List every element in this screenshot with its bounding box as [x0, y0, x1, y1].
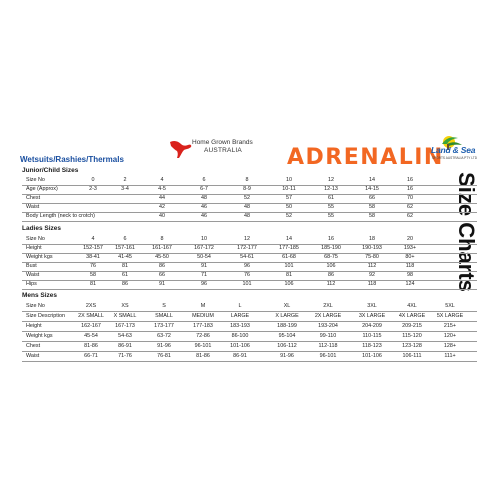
table-cell: 172-177	[237, 245, 257, 251]
land-and-sea-subtext: SPORTS AUSTRALIA PTY LTD	[432, 156, 477, 160]
table-cell: 96	[244, 263, 250, 269]
table-cell: 4	[160, 177, 164, 183]
table-cell: 5X LARGE	[436, 313, 464, 319]
table-cell: 62	[407, 204, 413, 210]
table-cell: 54-63	[118, 333, 132, 339]
table-row	[22, 342, 477, 352]
table-cell: XS	[121, 303, 129, 309]
table-cell: 71-76	[118, 353, 132, 359]
row-label: Chest	[26, 343, 41, 349]
table-cell: 161-167	[152, 245, 172, 251]
row-label: Waist	[26, 204, 40, 210]
table-cell: 4-5	[158, 186, 166, 192]
table-cell: 2X SMALL	[78, 313, 104, 319]
table-cell: 18	[369, 236, 375, 242]
table-cell: 16	[407, 177, 413, 183]
row-label: Age (Approx)	[26, 186, 58, 192]
table-cell: 3-4	[121, 186, 129, 192]
table-cell: 16	[407, 186, 413, 192]
table-cell: 76	[90, 263, 96, 269]
table-cell: 106-112	[277, 343, 297, 349]
table-row	[22, 322, 477, 332]
table-cell: 101	[242, 281, 252, 287]
table-cell: 71	[201, 272, 207, 278]
size-charts-title: Size Charts	[454, 172, 479, 292]
table-cell: 112	[326, 281, 336, 287]
table-cell: XL	[283, 303, 291, 309]
table-cell: 58	[90, 272, 96, 278]
home-grown-brands-text: Home Grown Brands	[192, 139, 253, 146]
land-and-sea-text: Land & Sea	[431, 145, 476, 155]
table-cell: 50-54	[197, 254, 211, 260]
table-cell: 98	[407, 272, 413, 278]
table-cell: 190-193	[362, 245, 382, 251]
table-cell: 81	[286, 272, 292, 278]
table-cell: 209-215	[402, 323, 422, 329]
table-cell: 55	[328, 213, 334, 219]
table-cell: 162-167	[81, 323, 101, 329]
table-cell: 63-72	[157, 333, 171, 339]
table-cell: 14	[369, 177, 375, 183]
table-cell: 76	[244, 272, 250, 278]
table-cell: 118	[405, 263, 415, 269]
table-cell: 3XL	[367, 303, 377, 309]
table-cell: 152-157	[83, 245, 103, 251]
table-cell: 177-183	[193, 323, 213, 329]
table-cell: 157-161	[115, 245, 135, 251]
table-cell: L	[238, 303, 242, 309]
table-cell: 54-61	[240, 254, 254, 260]
table-cell: 58	[369, 204, 375, 210]
table-cell: 58	[369, 213, 375, 219]
table-cell: 91-96	[157, 343, 171, 349]
table-cell: 123-128	[402, 343, 422, 349]
row-label: Chest	[26, 195, 41, 201]
table-cell: 185-190	[321, 245, 341, 251]
table-cell: 4X LARGE	[398, 313, 426, 319]
table-cell: 72-86	[196, 333, 210, 339]
row-label: Size No	[26, 236, 45, 242]
table-row	[22, 312, 477, 322]
table-cell: 61	[122, 272, 128, 278]
table-cell: 61	[328, 195, 334, 201]
table-row	[22, 302, 477, 312]
table-cell: S	[162, 303, 166, 309]
table-cell: 101	[284, 263, 294, 269]
table-cell: LARGE	[230, 313, 250, 319]
table-cell: 118-123	[362, 343, 382, 349]
section-title: Ladies Sizes	[22, 225, 62, 232]
table-cell: 66-71	[84, 353, 98, 359]
table-cell: 6	[123, 236, 127, 242]
row-label: Height	[26, 323, 42, 329]
section-title: Junior/Child Sizes	[22, 167, 79, 174]
table-cell: X SMALL	[113, 313, 137, 319]
table-cell: 215+	[443, 323, 457, 329]
table-cell: 50	[286, 204, 292, 210]
table-cell: 48	[244, 204, 250, 210]
table-cell: 66	[159, 272, 165, 278]
table-cell: 75-80	[365, 254, 379, 260]
table-cell: 70	[407, 195, 413, 201]
table-cell: 81	[90, 281, 96, 287]
table-cell: 2XS	[85, 303, 97, 309]
table-cell: 20	[407, 236, 413, 242]
table-cell: 68-75	[324, 254, 338, 260]
table-cell: 5XL	[445, 303, 455, 309]
table-cell: 46	[201, 213, 207, 219]
table-cell: 76-81	[157, 353, 171, 359]
table-cell: 92	[369, 272, 375, 278]
table-cell: 81	[122, 263, 128, 269]
row-label: Waist	[26, 353, 40, 359]
land-and-sea-logo	[428, 135, 477, 165]
table-cell: 55	[328, 204, 334, 210]
table-cell: 91-96	[280, 353, 294, 359]
table-cell: 80+	[405, 254, 415, 260]
table-cell: 6	[202, 177, 206, 183]
row-label: Body Length (neck to crotch)	[26, 213, 95, 219]
table-cell: 128+	[443, 343, 457, 349]
table-cell: 57	[286, 195, 292, 201]
table-cell: 204-209	[362, 323, 382, 329]
table-cell: 124	[405, 281, 415, 287]
table-cell: 81-86	[196, 353, 210, 359]
table-cell: 4	[91, 236, 95, 242]
table-cell: 86	[328, 272, 334, 278]
row-label: Size No	[26, 303, 45, 309]
table-cell: 112-118	[318, 343, 338, 349]
table-cell: 48	[201, 195, 207, 201]
table-cell: 10	[201, 236, 207, 242]
table-cell: 106-111	[402, 353, 422, 359]
table-row	[22, 352, 477, 362]
table-cell: 12	[244, 236, 250, 242]
table-cell: 95-104	[278, 333, 296, 339]
table-row	[22, 212, 477, 222]
table-cell: 86-100	[231, 333, 249, 339]
table-cell: 106	[326, 263, 336, 269]
row-label: Bust	[26, 263, 37, 269]
table-cell: 45-54	[84, 333, 98, 339]
table-cell: 12-13	[324, 186, 338, 192]
table-cell: 6-7	[200, 186, 208, 192]
table-cell: 10	[286, 177, 292, 183]
table-cell: 86	[122, 281, 128, 287]
table-cell: 112	[367, 263, 377, 269]
table-cell: 2	[123, 177, 127, 183]
row-label: Weight kgs	[26, 254, 53, 260]
table-cell: 91	[201, 263, 207, 269]
table-cell: 110-115	[362, 333, 382, 339]
kangaroo-icon	[168, 138, 194, 160]
table-cell: 8	[245, 177, 249, 183]
table-cell: 2-3	[89, 186, 97, 192]
table-cell: 4XL	[407, 303, 417, 309]
table-cell: 101-106	[230, 343, 250, 349]
table-cell: 66	[369, 195, 375, 201]
table-cell: 2X LARGE	[314, 313, 342, 319]
row-label: Height	[26, 245, 42, 251]
table-cell: 62	[407, 213, 413, 219]
table-cell: 16	[328, 236, 334, 242]
table-cell: 86	[159, 263, 165, 269]
table-cell: 2XL	[323, 303, 333, 309]
table-cell: 81-86	[84, 343, 98, 349]
table-cell: 177-185	[279, 245, 299, 251]
australia-text: AUSTRALIA	[204, 147, 242, 154]
table-cell: 3X LARGE	[358, 313, 386, 319]
table-row	[22, 332, 477, 342]
table-cell: 61-68	[282, 254, 296, 260]
row-label: Size Description	[26, 313, 65, 319]
section-title: Mens Sizes	[22, 292, 58, 299]
table-cell: 14-15	[365, 186, 379, 192]
table-cell: 96	[201, 281, 207, 287]
table-cell: 86-91	[118, 343, 132, 349]
table-cell: 96-101	[319, 353, 337, 359]
table-cell: 38-41	[86, 254, 100, 260]
table-cell: 8-9	[243, 186, 251, 192]
table-cell: 52	[244, 195, 250, 201]
table-cell: 188-199	[277, 323, 297, 329]
table-cell: 111+	[444, 353, 456, 359]
table-row	[22, 280, 477, 290]
table-cell: 106	[284, 281, 294, 287]
table-cell: 91	[159, 281, 165, 287]
table-cell: 45-50	[155, 254, 169, 260]
table-cell: 44	[159, 195, 165, 201]
table-cell: 167-172	[194, 245, 214, 251]
table-cell: 52	[286, 213, 292, 219]
table-cell: 8	[160, 236, 164, 242]
table-cell: 99-110	[319, 333, 337, 339]
table-cell: X LARGE	[275, 313, 299, 319]
product-category-title: Wetsuits/Rashies/Thermals	[20, 155, 124, 164]
table-cell: M	[200, 303, 206, 309]
table-cell: MEDIUM	[192, 313, 214, 319]
table-cell: 115-120	[402, 333, 422, 339]
row-label: Waist	[26, 272, 40, 278]
table-cell: 42	[159, 204, 165, 210]
table-cell: 167-173	[115, 323, 135, 329]
row-label: Hips	[26, 281, 37, 287]
table-cell: 14	[286, 236, 292, 242]
table-cell: 10-11	[282, 186, 296, 192]
table-cell: 183-193	[230, 323, 250, 329]
row-label: Size No	[26, 177, 45, 183]
table-cell: 12	[328, 177, 334, 183]
table-cell: 193-204	[318, 323, 338, 329]
row-label: Weight kgs	[26, 333, 53, 339]
adrenalin-logo: ADRENALIN	[287, 145, 444, 170]
table-cell: 40	[159, 213, 165, 219]
table-cell: 96-101	[194, 343, 212, 349]
table-cell: 173-177	[154, 323, 174, 329]
table-cell: 41-45	[118, 254, 132, 260]
table-cell: 193+	[403, 245, 417, 251]
table-cell: 46	[201, 204, 207, 210]
table-cell: 0	[91, 177, 95, 183]
table-cell: 101-106	[362, 353, 382, 359]
home-grown-brands-logo	[168, 138, 268, 160]
table-cell: 118	[367, 281, 377, 287]
table-cell: 48	[244, 213, 250, 219]
table-cell: 86-91	[233, 353, 247, 359]
table-cell: 120+	[443, 333, 457, 339]
table-cell: SMALL	[155, 313, 173, 319]
